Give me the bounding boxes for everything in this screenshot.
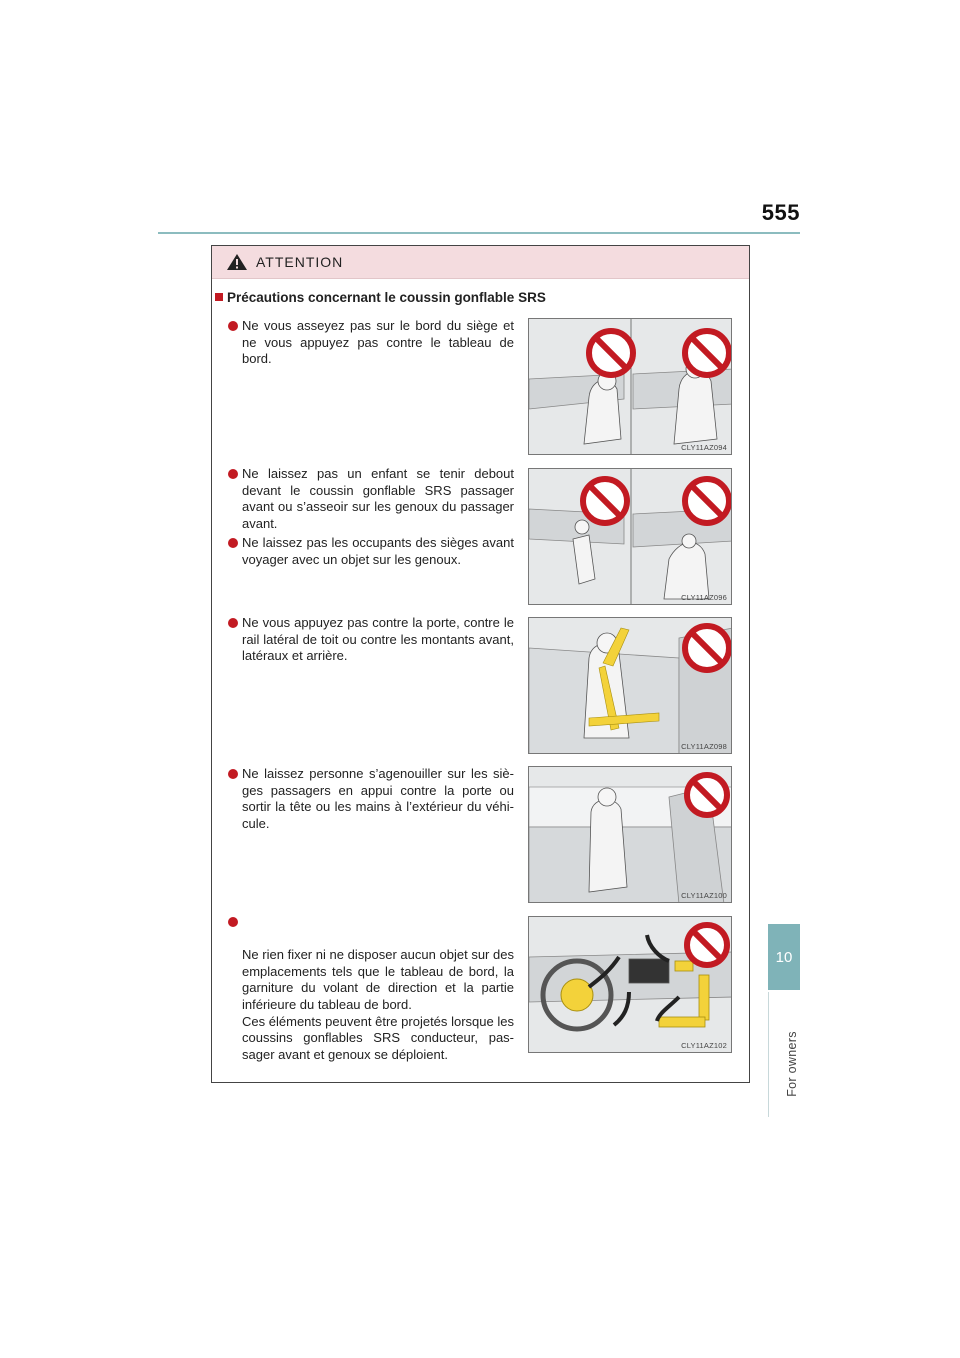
caution-item-text: Ne laissez pas un enfant se tenir debout devant le coussin gonflable SRS passager avant ou s’asseoir sur les genoux du passager avant.: [242, 466, 514, 531]
bullet-icon: [228, 618, 238, 628]
section-marker-icon: [215, 293, 223, 301]
warning-triangle-icon: [226, 253, 248, 271]
caution-item: [228, 318, 514, 368]
prohibition-icon: [583, 479, 627, 523]
caution-item-text: Ne laissez pas les occupants des sièges avant voyager avec un objet sur les genoux.: [242, 535, 514, 567]
illustration-code: CLY11AZ098: [681, 742, 727, 751]
caution-item-text: Ne laissez personne s’agenouiller sur les siè-ges passagers en appui contre la porte ou sortir la tête ou les mains à l’extérieur du véhi-cule.: [242, 766, 514, 831]
dashboard-objects-drawing: [529, 917, 732, 1053]
child-standing-drawing: [529, 469, 732, 605]
caution-item-text: Ne rien fixer ni ne disposer aucun objet sur des emplacements tels que le tableau de bord, la garniture du volant de direction et la partie inférieure du tableau de bord. Ces éléments peuvent être projetés lorsque les coussins gonflables SRS conducteur, pas-sager avant et genoux se déploient.: [242, 947, 514, 1062]
header-rule: [158, 232, 800, 234]
leaning-dashboard-drawing: [529, 319, 732, 455]
illustration-leaning-dashboard: [528, 318, 732, 455]
section-title: Précautions concernant le coussin gonflable SRS: [215, 290, 546, 305]
bullet-icon: [228, 538, 238, 548]
caution-item: [228, 535, 514, 568]
chapter-label-wrap: [784, 1004, 800, 1124]
caution-header: [212, 246, 749, 279]
chapter-number: 10: [775, 948, 793, 966]
prohibition-icon: [589, 331, 633, 375]
illustration-code: CLY11AZ094: [681, 443, 727, 452]
illustration-code: CLY11AZ096: [681, 593, 727, 602]
illustration-dashboard-objects: [528, 916, 732, 1053]
illustration-code: CLY11AZ102: [681, 1041, 727, 1050]
bullet-icon: [228, 321, 238, 331]
caution-title: ATTENTION: [256, 254, 344, 270]
caution-item: [228, 766, 514, 832]
chapter-label: For owners: [785, 1031, 799, 1097]
prohibition-icon: [685, 479, 729, 523]
leaning-door-drawing: [529, 618, 732, 754]
chapter-divider: [768, 992, 769, 1117]
caution-item: [228, 615, 514, 665]
caution-item-text: Ne vous appuyez pas contre la porte, contre le rail latéral de toit ou contre les montants avant, latéraux et arrière.: [242, 615, 514, 664]
bullet-icon: [228, 769, 238, 779]
kneeling-drawing: [529, 767, 732, 903]
caution-item-text: Ne vous asseyez pas sur le bord du siège et ne vous appuyez pas contre le tableau de bord.: [242, 318, 514, 367]
prohibition-icon: [685, 626, 729, 670]
illustration-leaning-door: [528, 617, 732, 754]
prohibition-icon: [687, 925, 727, 965]
page-number: 555: [761, 200, 800, 225]
illustration-child-standing: [528, 468, 732, 605]
prohibition-icon: [687, 775, 727, 815]
caution-item: [228, 466, 514, 532]
caution-item: [228, 914, 514, 1080]
chapter-tab: [768, 924, 800, 990]
bullet-icon: [228, 469, 238, 479]
prohibition-icon: [685, 331, 729, 375]
illustration-code: CLY11AZ100: [681, 891, 727, 900]
illustration-kneeling: [528, 766, 732, 903]
bullet-icon: [228, 917, 238, 927]
